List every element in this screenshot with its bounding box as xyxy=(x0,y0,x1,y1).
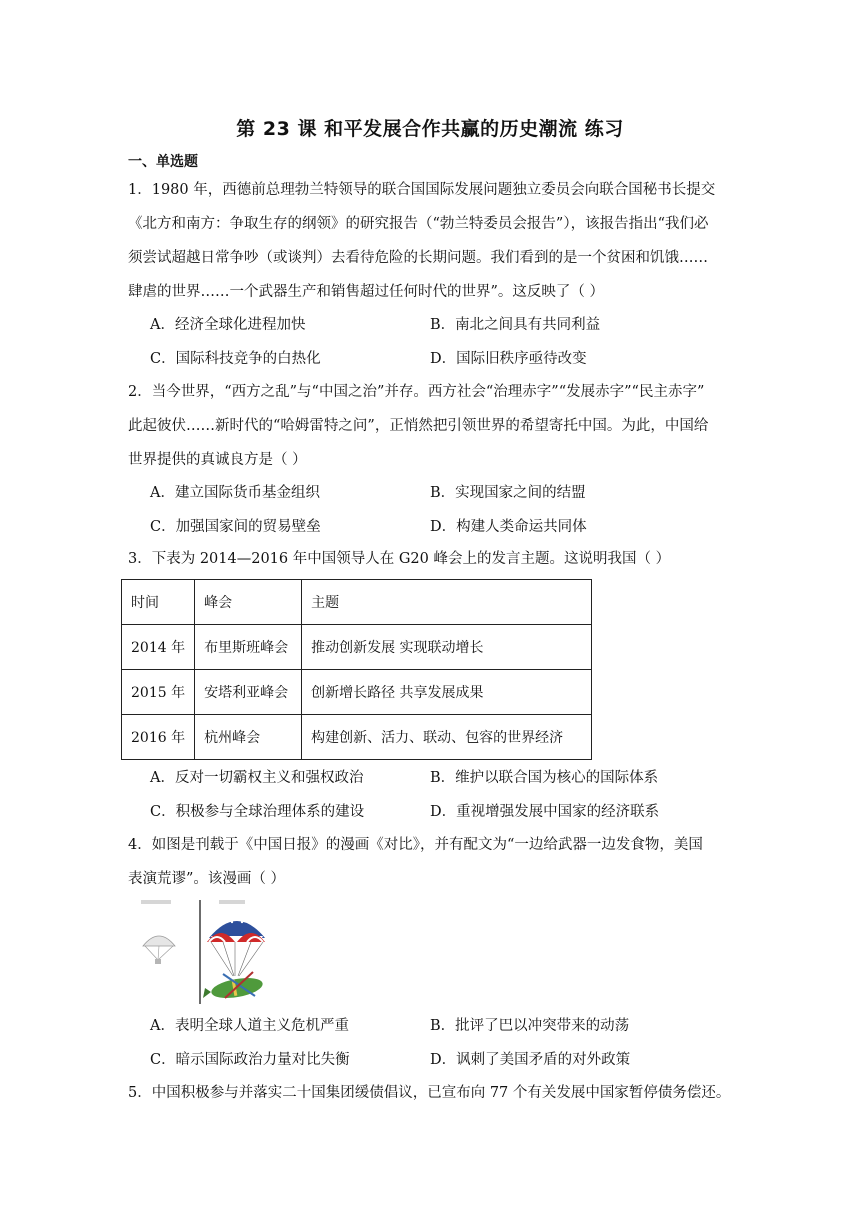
q1-line: 肆虐的世界……一个武器生产和销售超过任何时代的世界”。这反映了（ ） xyxy=(128,284,605,300)
table-cell: 2014 年 xyxy=(122,625,195,670)
q3-option-d[interactable]: D．重视增强发展中国家的经济联系 xyxy=(430,804,660,820)
q1-option-b[interactable]: B．南北之间具有共同利益 xyxy=(430,317,601,333)
table-cell: 2015 年 xyxy=(122,670,195,715)
q2-line: 世界提供的真诚良方是（ ） xyxy=(128,452,307,468)
comparison-cartoon xyxy=(137,896,282,1008)
q4-line: 表演荒谬”。该漫画（ ） xyxy=(128,871,286,887)
table-cell: 构建创新、活力、联动、包容的世界经济 xyxy=(302,715,592,760)
q2-line: 2．当今世界，“西方之乱”与“中国之治”并存。西方社会“治理赤字”“发展赤字”“民主赤字” xyxy=(128,384,705,400)
q3-option-b[interactable]: B．维护以联合国为核心的国际体系 xyxy=(430,770,659,786)
q3-option-c[interactable]: C．积极参与全球治理体系的建设 xyxy=(150,804,365,820)
table-row xyxy=(122,670,592,715)
q4-option-b[interactable]: B．批评了巴以冲突带来的动荡 xyxy=(430,1018,630,1034)
table-cell: 推动创新发展 实现联动增长 xyxy=(302,625,592,670)
table-header-cell: 主题 xyxy=(302,580,592,625)
q2-line: 此起彼伏……新时代的“哈姆雷特之问”，正悄然把引领世界的希望寄托中国。为此，中国给 xyxy=(128,418,709,434)
q1-line: 须尝试超越日常争吵（或谈判）去看待危险的长期问题。我们看到的是一个贫困和饥饿…… xyxy=(128,250,708,266)
q4-line: 4．如图是刊载于《中国日报》的漫画《对比》，并有配文为“一边给武器一边发食物，美国 xyxy=(128,837,703,853)
q1-option-a[interactable]: A．经济全球化进程加快 xyxy=(150,317,306,333)
cartoon-caption-right xyxy=(219,900,245,904)
q1-line: 1．1980 年，西德前总理勃兰特领导的联合国国际发展问题独立委员会向联合国秘书长提交 xyxy=(128,182,716,198)
q5-line: 5．中国积极参与并落实二十国集团缓债倡议，已宣布向 77 个有关发展中国家暂停债务偿还。 xyxy=(128,1085,731,1101)
page-title: 第 23 课 和平发展合作共赢的历史潮流 练习 xyxy=(236,118,624,140)
small-parachute-icon xyxy=(143,936,175,964)
q2-option-c[interactable]: C．加强国家间的贸易壁垒 xyxy=(150,519,321,535)
q2-option-d[interactable]: D．构建人类命运共同体 xyxy=(430,519,587,535)
cartoon-divider xyxy=(199,900,201,1004)
q4-option-c[interactable]: C．暗示国际政治力量对比失衡 xyxy=(150,1052,350,1068)
q4-option-a[interactable]: A．表明全球人道主义危机严重 xyxy=(150,1018,349,1034)
g20-summit-table xyxy=(121,579,592,760)
table-cell: 杭州峰会 xyxy=(195,715,302,760)
cartoon-caption-left xyxy=(141,900,171,904)
q1-option-d[interactable]: D．国际旧秩序亟待改变 xyxy=(430,351,587,367)
table-cell: 布里斯班峰会 xyxy=(195,625,302,670)
q1-option-c[interactable]: C．国际科技竞争的白热化 xyxy=(150,351,321,367)
q3-line: 3．下表为 2014—2016 年中国领导人在 G20 峰会上的发言主题。这说明我国（ ） xyxy=(128,551,671,567)
table-cell: 创新增长路径 共享发展成果 xyxy=(302,670,592,715)
table-row xyxy=(122,715,592,760)
q2-option-b[interactable]: B．实现国家之间的结盟 xyxy=(430,485,586,501)
table-header-row xyxy=(122,580,592,625)
q2-option-a[interactable]: A．建立国际货币基金组织 xyxy=(150,485,320,501)
table-cell: 安塔利亚峰会 xyxy=(195,670,302,715)
table-header-cell: 时间 xyxy=(122,580,195,625)
table-cell: 2016 年 xyxy=(122,715,195,760)
table-row xyxy=(122,625,592,670)
q3-option-a[interactable]: A．反对一切霸权主义和强权政治 xyxy=(150,770,364,786)
flag-parachutes-icon xyxy=(207,911,265,976)
bomb-icon xyxy=(203,972,264,1001)
section-heading: 一、单选题 xyxy=(128,154,198,170)
table-header-cell: 峰会 xyxy=(195,580,302,625)
cartoon-illustration xyxy=(137,896,282,1008)
q4-option-d[interactable]: D．讽刺了美国矛盾的对外政策 xyxy=(430,1052,631,1068)
q1-line: 《北方和南方：争取生存的纲领》的研究报告（“勃兰特委员会报告”），该报告指出“我们必 xyxy=(128,216,709,232)
